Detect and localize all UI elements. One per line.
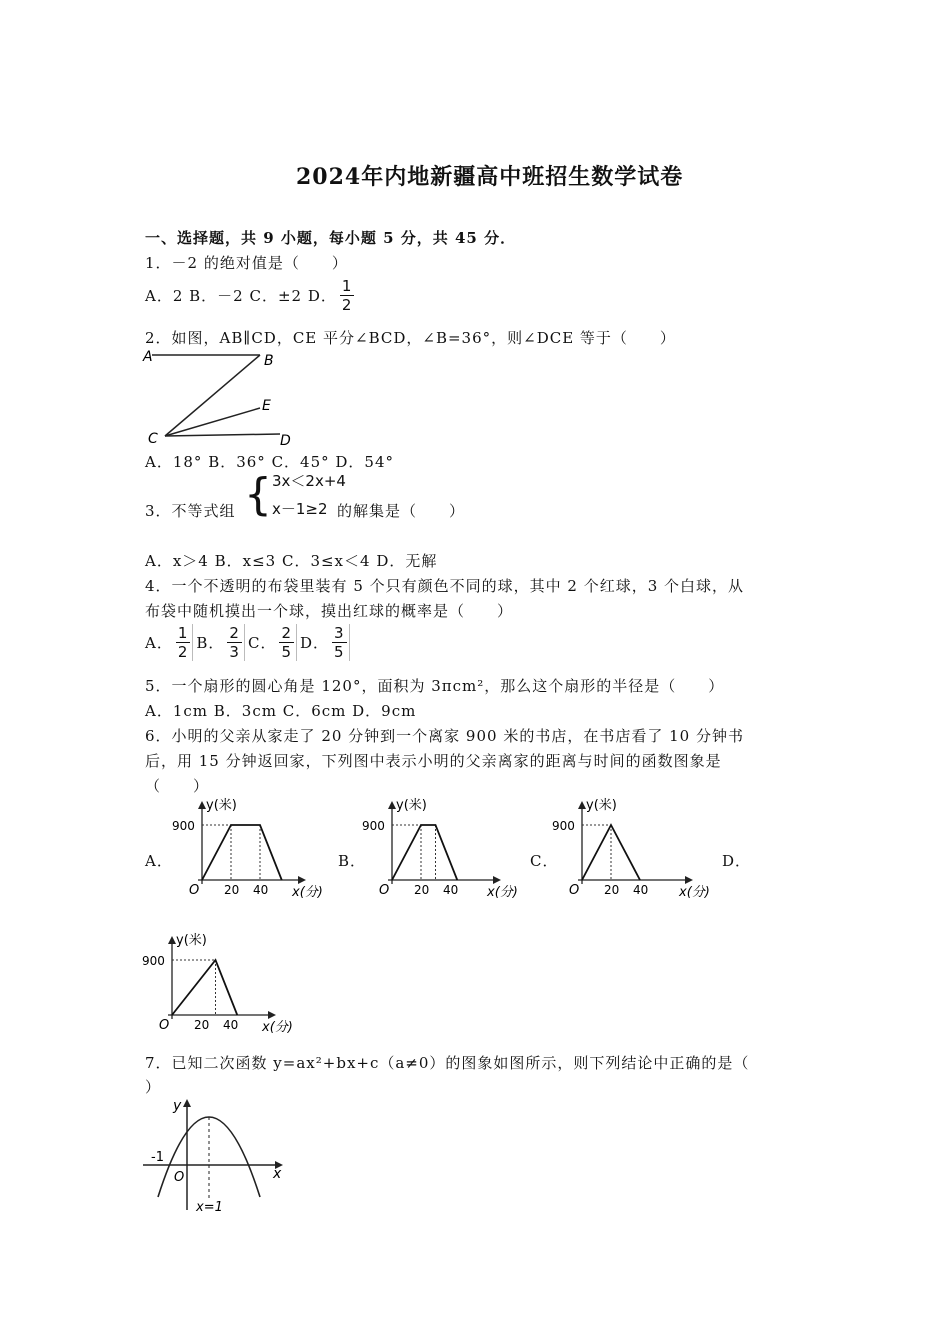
tick-label-20: 20 [604,883,620,897]
q6-label-d: D． [722,852,752,870]
q4-fraction-b [227,624,245,661]
label-origin: O [174,1170,185,1185]
tick-label-20: 20 [224,883,240,897]
x-axis-label: x(分) [262,1020,293,1035]
q1-options-text: A．2 B．－2 C．±2 D． [145,287,337,305]
label-y: y [173,1098,182,1114]
fraction-numerator: 1 [177,624,189,642]
q6-graph-d [140,930,300,1035]
y-arrow-icon [183,1099,191,1107]
q6-stem-3: （ ） [145,777,210,795]
fraction-numerator: 3 [334,624,345,642]
tick-label-20: 20 [414,883,430,897]
q4-option-b: B． [196,634,225,652]
q6-graph-a [170,795,330,900]
x-arrow-icon [493,876,501,884]
tick-label-20: 20 [194,1018,210,1032]
q4-fraction-d [332,624,350,661]
q2-figure [140,346,310,450]
x-arrow-icon [268,1011,276,1019]
q6-label-c: C． [530,852,559,870]
q1-stem: 1．－2 的绝对值是（ ） [145,254,348,272]
origin-label: O [189,883,200,898]
fraction-numerator: 1 [341,277,353,295]
q7-figure [140,1095,290,1215]
q7-stem-2: ） [145,1078,162,1096]
label-neg1: -1 [151,1150,164,1165]
q4-fraction-a [176,624,194,661]
q5-options: A．1cm B．3cm C．6cm D．9cm [145,702,417,720]
label-e: E [262,398,271,414]
distance-line [392,825,457,880]
q6-label-b: B． [338,852,367,870]
tick-label-40: 40 [633,883,649,897]
fraction-denominator: 2 [341,296,353,314]
q1-options [145,277,357,314]
q3-line-1: 3x＜2x+4 [272,472,346,490]
q5-stem: 5．一个扇形的圆心角是 120°，面积为 3πcm²，那么这个扇形的半径是（ ） [145,677,725,695]
distance-line [202,825,282,880]
tick-label-900: 900 [142,954,165,968]
origin-label: O [379,883,390,898]
fraction-denominator: 5 [334,643,345,661]
tick-label-900: 900 [552,819,575,833]
page-title: 2024年内地新疆高中班招生数学试卷 [296,164,684,190]
q6-stem-2: 后，用 15 分钟返回家，下列图中表示小明的父亲离家的距离与时间的函数图象是 [145,752,722,770]
tick-label-900: 900 [362,819,385,833]
y-axis-label: y(米) [396,798,427,813]
q4-stem-2: 布袋中随机摸出一个球，摸出红球的概率是（ ） [145,602,514,620]
fraction-numerator: 2 [281,624,292,642]
tick-label-40: 40 [443,883,459,897]
fraction-denominator: 3 [229,643,240,661]
y-arrow-icon [388,801,396,809]
origin-label: O [569,883,580,898]
distance-line [172,960,237,1015]
q3-system-lines [272,470,346,520]
y-axis-label: y(米) [206,798,237,813]
label-b: B [264,353,274,369]
x-axis-label: x(分) [679,885,710,900]
q4-options [145,624,353,661]
q6-label-a: A． [145,852,173,870]
tick-label-40: 40 [253,883,269,897]
tick-label-900: 900 [172,819,195,833]
x-axis-label: x(分) [292,885,323,900]
brace-icon: { [244,469,272,520]
label-axis-eq: x=1 [196,1200,223,1215]
q3-line-2: x－1≥2 [272,500,328,518]
label-d: D [280,433,291,449]
q4-fraction-c [279,624,297,661]
q4-option-a: A． [145,634,173,652]
y-axis-label: y(米) [176,933,207,948]
fraction-numerator: 2 [229,624,240,642]
q7-stem-1: 7．已知二次函数 y=ax²+bx+c（a≠0）的图象如图所示，则下列结论中正确的是（ [145,1054,750,1072]
origin-label: O [159,1018,170,1033]
label-c: C [148,431,158,447]
tick-label-40: 40 [223,1018,239,1032]
line-bc [165,355,260,436]
x-arrow-icon [685,876,693,884]
fraction-denominator: 2 [177,643,189,661]
y-arrow-icon [198,801,206,809]
x-axis-label: x(分) [487,885,518,900]
line-cd [165,434,280,436]
label-x: x [273,1166,282,1182]
q3-options: A．x＞4 B．x≤3 C．3≤x＜4 D．无解 [145,552,438,570]
q2-stem: 2．如图，AB∥CD，CE 平分∠BCD，∠B=36°，则∠DCE 等于（ ） [145,329,676,347]
fraction-denominator: 5 [281,643,292,661]
y-axis-label: y(米) [586,798,617,813]
x-arrow-icon [298,876,306,884]
q2-options: A．18° B．36° C．45° D．54° [145,453,395,471]
q3-prefix: 3．不等式组 [145,502,236,520]
line-ce [165,408,260,436]
y-arrow-icon [578,801,586,809]
q6-graph-b [360,795,525,900]
q4-option-c: C． [247,634,277,652]
q4-option-d: D． [300,634,330,652]
q3-suffix: 的解集是（ ） [337,502,466,520]
q3-system [244,470,346,520]
q1-fraction-d [340,277,355,314]
label-a: A [143,349,153,365]
q6-graph-c [550,795,717,900]
y-arrow-icon [168,936,176,944]
section-heading: 一、选择题，共 9 小题，每小题 5 分，共 45 分． [145,229,517,247]
q4-stem-1: 4．一个不透明的布袋里装有 5 个只有颜色不同的球，其中 2 个红球，3 个白球，从 [145,577,745,595]
q6-stem-1: 6．小明的父亲从家走了 20 分钟到一个离家 900 米的书店，在书店看了 10 分钟书 [145,727,744,745]
